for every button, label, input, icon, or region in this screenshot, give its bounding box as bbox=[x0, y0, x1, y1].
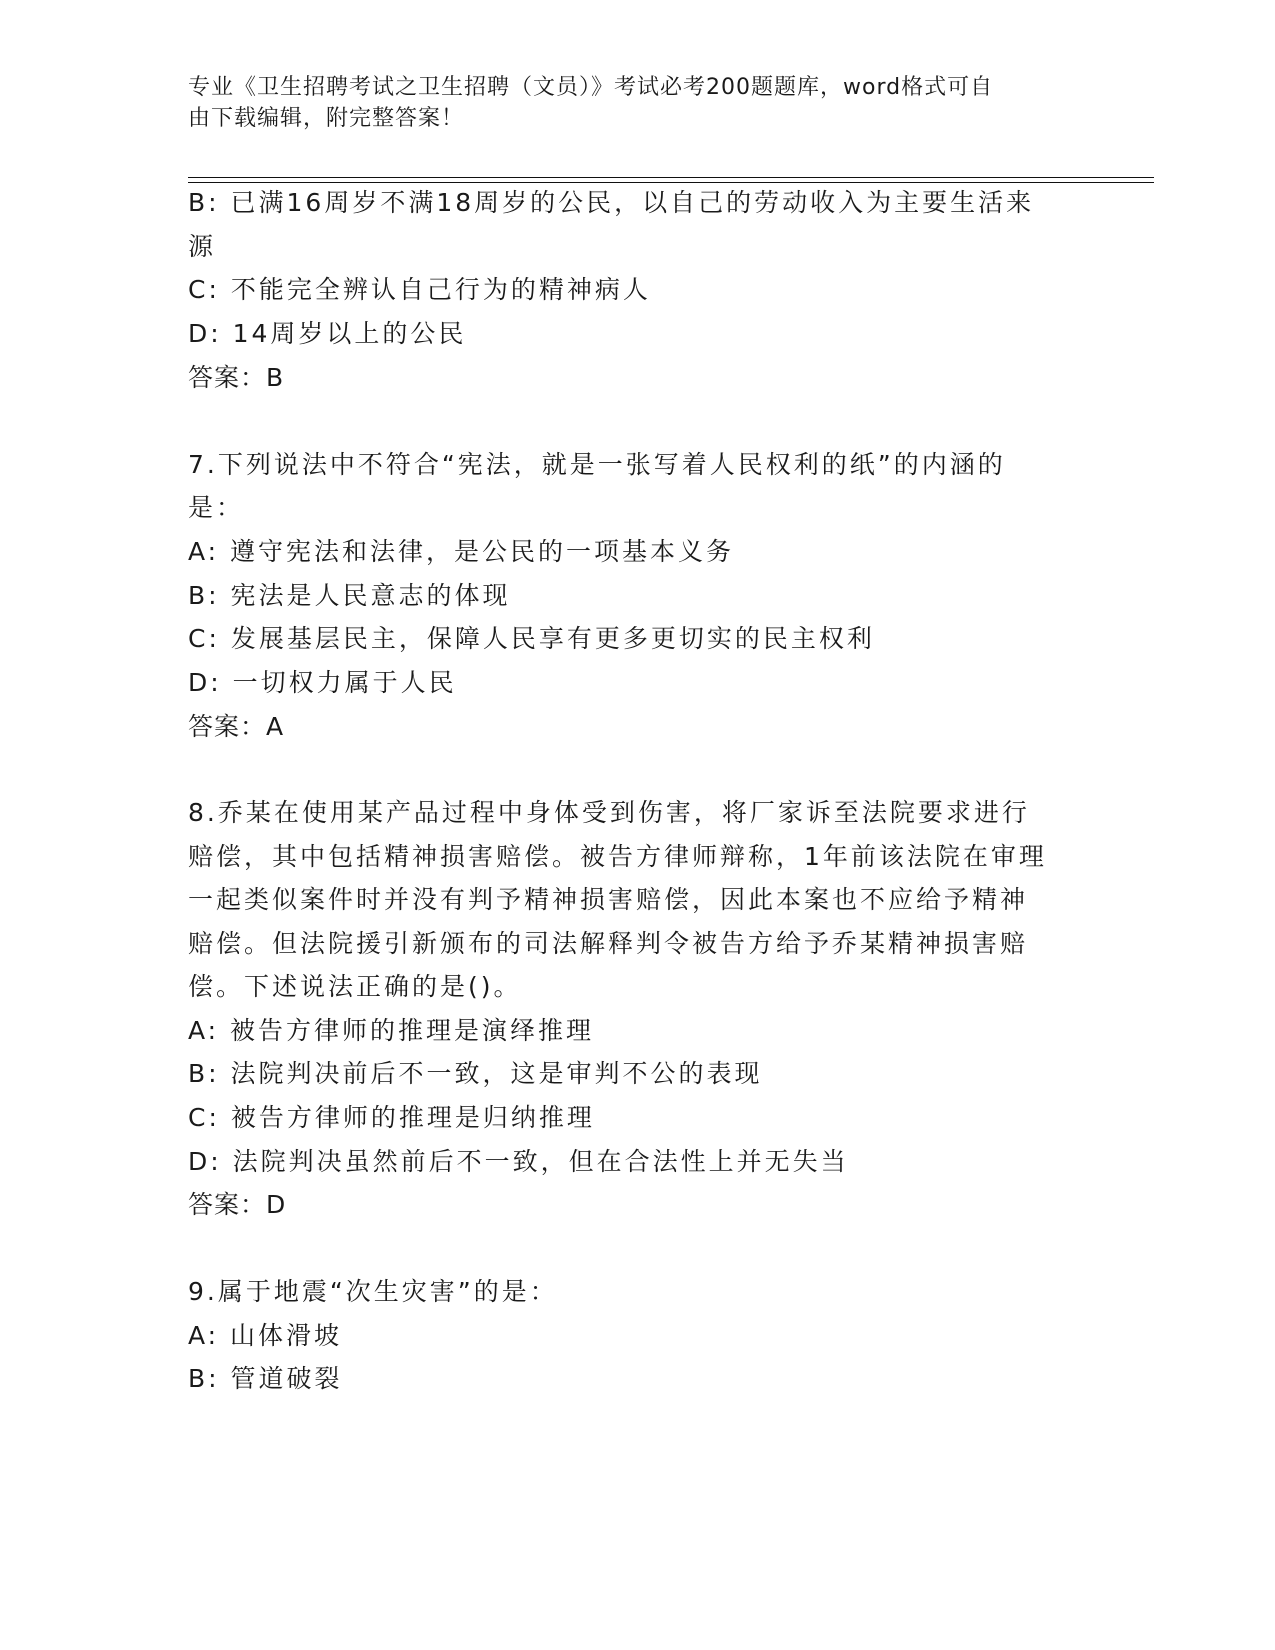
q7-answer: 答案：A bbox=[188, 712, 285, 741]
q7-option-a: A: 遵守宪法和法律，是公民的一项基本义务 bbox=[188, 537, 735, 566]
q8-stem-line-3: 一起类似案件时并没有判予精神损害赔偿，因此本案也不应给予精神 bbox=[188, 885, 1029, 914]
q7-option-b: B: 宪法是人民意志的体现 bbox=[188, 581, 511, 610]
q7-stem-line-1: 7.下列说法中不符合“宪法，就是一张写着人民权利的纸”的内涵的 bbox=[188, 450, 1006, 479]
q8-option-a: A: 被告方律师的推理是演绎推理 bbox=[188, 1016, 595, 1045]
q7-option-c: C: 发展基层民主，保障人民享有更多更切实的民主权利 bbox=[188, 624, 875, 653]
q9-option-a: A: 山体滑坡 bbox=[188, 1321, 343, 1350]
q8-answer: 答案：D bbox=[188, 1190, 287, 1219]
header-line-1: 专业《卫生招聘考试之卫生招聘（文员）》考试必考200题题库，word格式可自 bbox=[188, 75, 994, 100]
q6-option-b-line-2: 源 bbox=[188, 232, 217, 261]
q6-option-d: D: 14周岁以上的公民 bbox=[188, 319, 467, 348]
q6-answer: 答案：B bbox=[188, 363, 285, 392]
q6-option-b-line-1: B: 已满16周岁不满18周岁的公民，以自己的劳动收入为主要生活来 bbox=[188, 188, 1035, 217]
header-divider-top bbox=[188, 177, 1154, 178]
q8-option-d: D: 法院判决虽然前后不一致，但在合法性上并无失当 bbox=[188, 1147, 849, 1176]
q8-stem-line-4: 赔偿。但法院援引新颁布的司法解释判令被告方给予乔某精神损害赔 bbox=[188, 929, 1029, 958]
q8-stem-line-5: 偿。下述说法正确的是()。 bbox=[188, 972, 522, 1001]
q8-option-b: B: 法院判决前后不一致，这是审判不公的表现 bbox=[188, 1059, 763, 1088]
q8-stem-line-1: 8.乔某在使用某产品过程中身体受到伤害，将厂家诉至法院要求进行 bbox=[188, 798, 1030, 827]
q9-option-b: B: 管道破裂 bbox=[188, 1364, 343, 1393]
document-header bbox=[188, 72, 1088, 134]
q9-stem-line-1: 9.属于地震“次生灾害”的是： bbox=[188, 1277, 558, 1306]
header-line-2: 由下载编辑，附完整答案！ bbox=[188, 106, 465, 131]
q7-stem-line-2: 是： bbox=[188, 493, 245, 522]
q8-option-c: C: 被告方律师的推理是归纳推理 bbox=[188, 1103, 595, 1132]
header-divider-bottom bbox=[188, 182, 1154, 183]
q6-option-c: C: 不能完全辨认自己行为的精神病人 bbox=[188, 275, 651, 304]
q8-stem-line-2: 赔偿，其中包括精神损害赔偿。被告方律师辩称，1年前该法院在审理 bbox=[188, 842, 1047, 871]
q7-option-d: D: 一切权力属于人民 bbox=[188, 668, 457, 697]
